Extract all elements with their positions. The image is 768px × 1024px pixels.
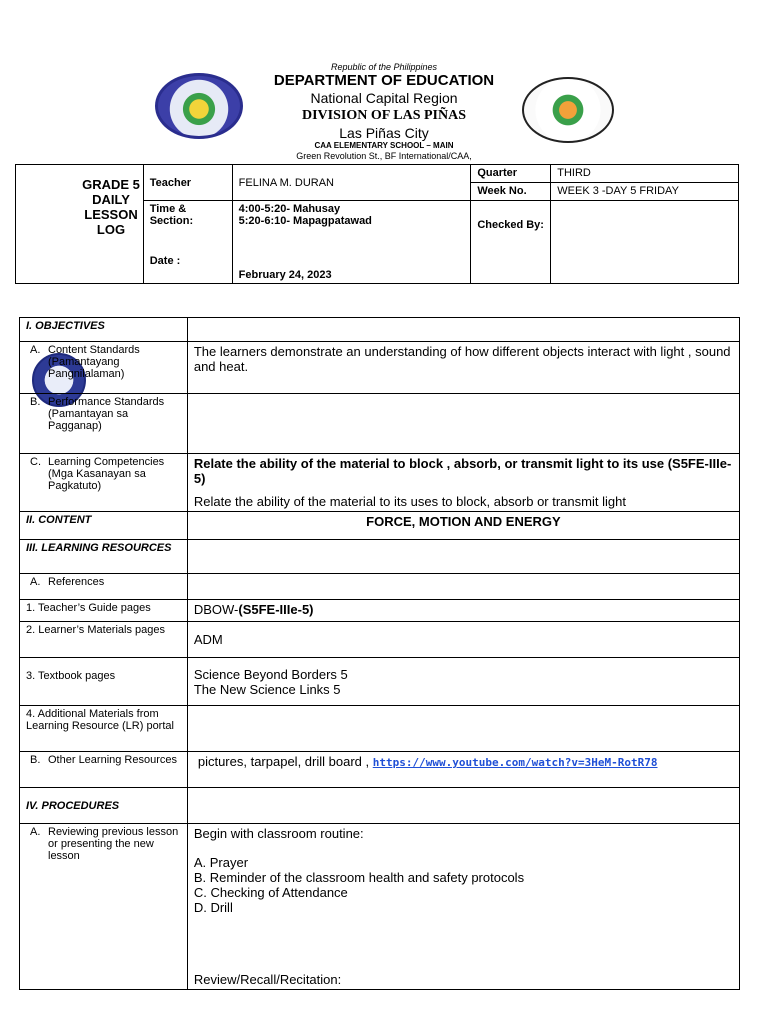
other-text: pictures, tarpapel, drill board , (197, 754, 370, 769)
textbook-cell (187, 658, 739, 706)
city-text: Las Piñas City (339, 125, 429, 141)
review-label-cell (20, 824, 188, 990)
performance-label: Performance Standards (Pamantayan sa Pagganap) (48, 396, 165, 432)
performance-value (187, 394, 739, 454)
routine-a: A. Prayer (193, 855, 249, 870)
content-standards-text: The learners demonstrate an understanding of how different objects interact with light , sound and heat. (187, 342, 739, 394)
lesson-table (19, 317, 740, 990)
date-label: Date : (143, 253, 232, 284)
competencies-label-cell (20, 454, 188, 512)
additional-label: 4. Additional Materials from Learning Resource (LR) portal (20, 706, 188, 752)
routine-d: D. Drill (193, 900, 233, 915)
grade-title: GRADE 5 DAILY LESSON LOG (82, 177, 140, 237)
competencies-letter: C. (30, 456, 41, 468)
quarter-label: Quarter (471, 165, 551, 183)
school-name: CAA ELEMENTARY SCHOOL – MAIN (314, 141, 454, 150)
performance-letter: B. (30, 396, 41, 408)
republic-text: Republic of the Philippines (330, 62, 438, 72)
review-recall: Review/Recall/Recitation: (193, 972, 342, 987)
references-value (187, 574, 739, 600)
procedures-value (187, 788, 739, 824)
other-label-cell (20, 752, 188, 788)
objectives-value (187, 318, 739, 342)
info-table (15, 164, 739, 284)
time-line-1: 4:00-5:20- Mahusay (238, 203, 341, 215)
resources-heading: III. LEARNING RESOURCES (20, 540, 188, 574)
week-label: Week No. (471, 183, 551, 201)
content-standards-label-cell (20, 342, 188, 394)
checked-value (551, 201, 739, 284)
content-standards-letter: A. (30, 344, 41, 356)
week-value: WEEK 3 -DAY 5 FRIDAY (551, 183, 739, 201)
tg-cell (187, 600, 739, 622)
time-values (232, 201, 471, 253)
teacher-value: FELINA M. DURAN (232, 165, 471, 201)
resources-value (187, 540, 739, 574)
references-label: References (48, 576, 105, 588)
textbook-line-1: Science Beyond Borders 5 (193, 666, 348, 682)
competencies-cell (187, 454, 739, 512)
time-label: Time & Section: (143, 201, 232, 253)
routine-c: C. Checking of Attendance (193, 885, 348, 900)
date-value: February 24, 2023 (232, 253, 471, 284)
tg-label: 1. Teacher’s Guide pages (20, 600, 188, 622)
routine-b: B. Reminder of the classroom health and safety protocols (193, 870, 525, 885)
competencies-label: Learning Competencies (Mga Kasanayan sa Pagkatuto) (48, 456, 165, 492)
department-title: DEPARTMENT OF EDUCATION (273, 72, 495, 89)
review-letter: A. (30, 826, 41, 838)
competency-text: Relate the ability of the material to its uses to block, absorb or transmit light (193, 494, 626, 509)
review-label: Reviewing previous lesson or presenting the new lesson (48, 826, 179, 862)
youtube-link[interactable]: https://www.youtube.com/watch?v=3HeM-RotR78 (372, 756, 658, 769)
routine-title: Begin with classroom routine: (193, 826, 364, 841)
additional-value (187, 706, 739, 752)
quarter-value: THIRD (551, 165, 739, 183)
review-cell (187, 824, 739, 990)
competency-bold: Relate the ability of the material to block , absorb, or transmit light to its use (S5FE-IIIe-5) (193, 456, 732, 486)
time-line-2: 5:20-6:10- Mapagpatawad (238, 215, 372, 227)
region-text: National Capital Region (310, 90, 458, 106)
other-cell (187, 752, 739, 788)
content-standards-label: Content Standards (Pamantayang Pangnilalaman) (48, 344, 140, 380)
tg-prefix: DBOW- (193, 602, 239, 617)
references-label-cell (20, 574, 188, 600)
division-text: DIVISION OF LAS PIÑAS (301, 108, 466, 123)
teacher-label: Teacher (143, 165, 232, 201)
textbook-line-2: The New Science Links 5 (193, 681, 341, 697)
performance-label-cell (20, 394, 188, 454)
other-label: Other Learning Resources (48, 754, 178, 766)
references-letter: A. (30, 576, 41, 588)
content-heading: II. CONTENT (20, 512, 188, 540)
grade-cell (16, 165, 144, 284)
procedures-heading: IV. PROCEDURES (20, 788, 188, 824)
textbook-label: 3. Textbook pages (20, 658, 188, 706)
lm-value: ADM (187, 622, 739, 658)
tg-code: (S5FE-IIIe-5) (238, 602, 314, 617)
content-value: FORCE, MOTION AND ENERGY (187, 512, 739, 540)
lm-label: 2. Learner’s Materials pages (20, 622, 188, 658)
checked-label: Checked By: (471, 201, 551, 284)
school-address: Green Revolution St., BF International/CAA, (296, 151, 472, 161)
other-letter: B. (30, 754, 41, 766)
objectives-heading: I. OBJECTIVES (20, 318, 188, 342)
